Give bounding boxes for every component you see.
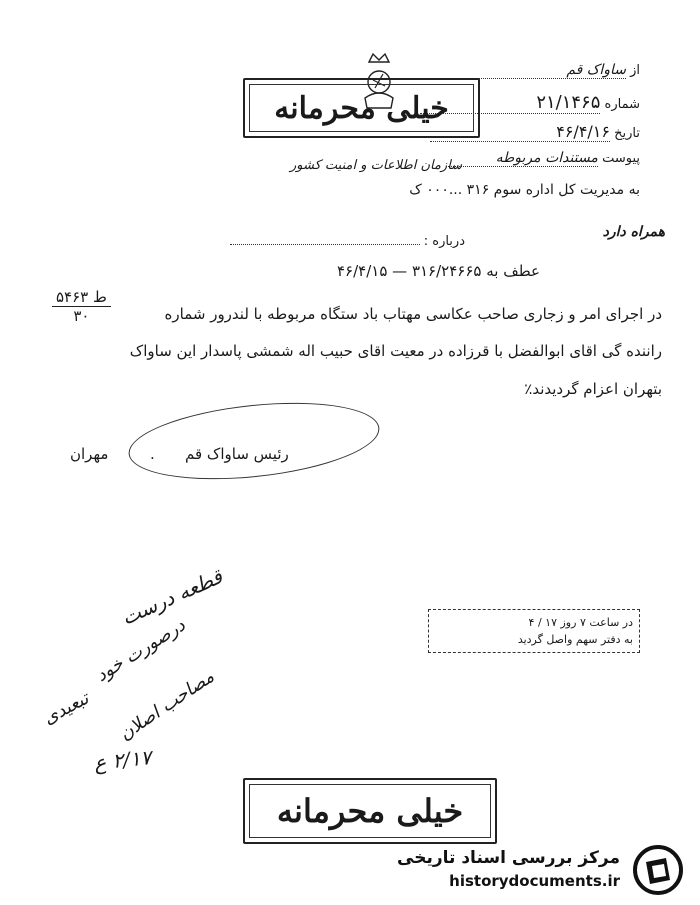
signature-title: رئیس ساواک قم <box>185 445 289 463</box>
from-field <box>456 62 640 79</box>
reference-line: عطف به ۳۱۶/۲۴۶۶۵ — ۴۶/۴/۱۵ <box>337 262 540 280</box>
classification-stamp-bottom <box>243 778 497 844</box>
footer-url[interactable]: historydocuments.ir <box>449 872 620 890</box>
subject-value <box>230 244 420 245</box>
subject-field <box>230 234 465 249</box>
body-line-1-text: در اجرای امر و زجاری صاحب عکاسی مهتاب باد ستگاه مربوطه با لندرور شماره <box>164 305 662 323</box>
received-stamp-line-1: در ساعت ۷ روز ۱۷ / ۴ <box>528 616 633 629</box>
received-stamp-line-2: به دفتر سهم واصل گردید <box>517 633 633 646</box>
classification-stamp-top <box>243 78 480 138</box>
date-label: تاریخ <box>614 126 640 141</box>
attachment-value: مستندات مربوطه <box>448 150 598 167</box>
from-value: ساواک قم <box>456 62 626 79</box>
plate-number-main: ۵۴۶۳ ط <box>52 288 111 307</box>
subject-label: درباره : <box>423 234 465 249</box>
attachment-label: پیوست <box>602 151 640 166</box>
received-stamp <box>428 609 640 653</box>
org-line: سازمان اطلاعات و امنیت کشور <box>290 158 463 173</box>
number-label: شماره <box>604 97 640 112</box>
handwritten-note-4: تبعیدی <box>39 687 93 730</box>
attachment-field <box>448 150 640 167</box>
attached-note: همراه دارد <box>602 224 665 240</box>
signature-separator: . <box>150 445 155 463</box>
body-line-1 <box>165 305 662 323</box>
handwritten-code: ۲/۱۷ ع <box>92 745 153 775</box>
handwritten-note-2: درصورت خود <box>92 614 189 687</box>
signature-oval <box>125 392 383 490</box>
handwritten-note-3: مصاحب اصلان <box>115 666 219 745</box>
number-value: ۲۱/۱۴۶۵ <box>420 92 600 114</box>
recipient-line: به مدیریت کل اداره سوم ۳۱۶ ...۰۰۰ ک <box>409 182 640 198</box>
classification-stamp-bottom-text: خیلی محرمانه <box>276 792 464 830</box>
plate-number-sub: ۳۰ <box>73 307 90 325</box>
archive-logo-icon <box>632 844 684 896</box>
body-line-2: راننده گی اقای ابوالفضل با قرزاده در معیت اقای حبیب اله شمشی پاسدار این ساواک <box>129 342 662 360</box>
date-value: ۴۶/۴/۱۶ <box>430 122 610 142</box>
from-label: از <box>630 63 640 78</box>
handwritten-note-1: قطعه درست <box>117 564 226 630</box>
signature-name: مهران <box>70 445 109 463</box>
footer-center-name: مرکز بررسی اسناد تاریخی <box>397 848 620 868</box>
classification-stamp-top-text: خیلی محرمانه <box>274 90 449 126</box>
plate-number <box>52 288 111 325</box>
body-line-3: بتهران اعزام گردیدند٪ <box>524 380 662 398</box>
footer-watermark <box>397 842 692 898</box>
